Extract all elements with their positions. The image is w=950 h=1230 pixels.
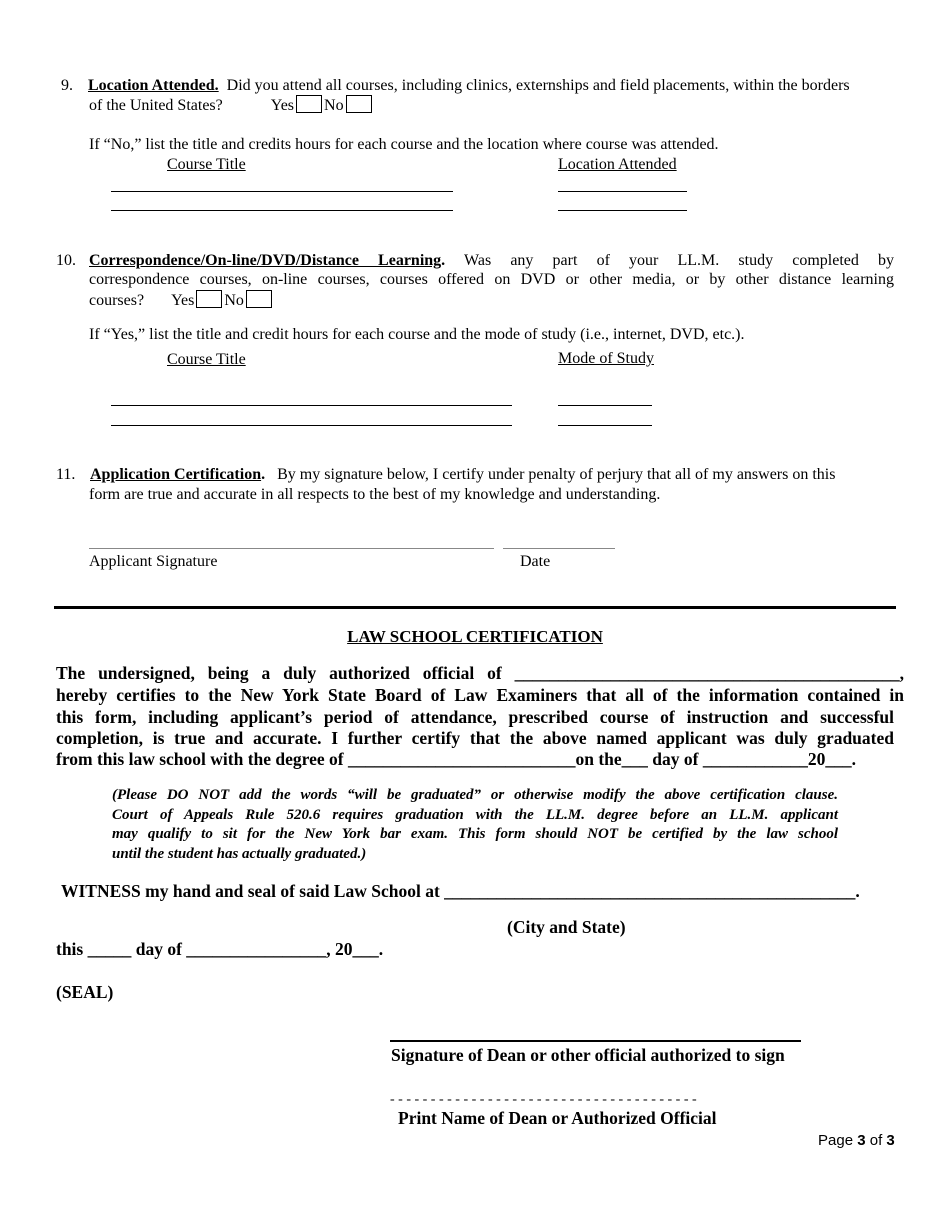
page-footer xyxy=(818,1132,895,1149)
q9-question-line1 xyxy=(88,76,850,95)
note-line-4: until the student has actually graduated.) xyxy=(112,846,367,862)
q9-col-course-title: Course Title xyxy=(167,156,246,173)
q10-yes-checkbox[interactable] xyxy=(196,290,222,308)
q9-col-location: Location Attended xyxy=(558,156,677,173)
q10-course-line-1[interactable] xyxy=(111,405,512,406)
q11-text-line2: form are true and accurate in all respects to the best of my knowledge and understanding. xyxy=(89,486,661,503)
page-total: 3 xyxy=(886,1132,895,1149)
this-day-line: this _____ day of ________________, 20___. xyxy=(56,939,384,959)
q11-text: By my signature below, I certify under penalty of perjury that all of my answers on this xyxy=(277,466,836,483)
q9-number: 9. xyxy=(61,77,73,94)
q10-question-line2: correspondence courses, on-line courses, courses offered on DVD or other media, or by other distance learning xyxy=(89,271,894,288)
q9-yes-checkbox[interactable] xyxy=(296,95,322,113)
note-line-1: (Please DO NOT add the words “will be graduated” or otherwise modify the above certification clause. xyxy=(112,787,838,803)
q10-col-course-title: Course Title xyxy=(167,351,246,368)
q10-number: 10. xyxy=(56,252,76,269)
q10-mode-line-2[interactable] xyxy=(558,425,652,426)
note-line-2: Court of Appeals Rule 520.6 requires graduation with the LL.M. degree before an LL.M. applicant xyxy=(112,807,838,823)
q10-col-mode: Mode of Study xyxy=(558,350,654,367)
cert-line-3: this form, including applicant’s period of attendance, prescribed course of instruction and successful xyxy=(56,707,894,727)
seal-label: (SEAL) xyxy=(56,982,114,1002)
q9-instruction: If “No,” list the title and credits hours for each course and the location where course was attended. xyxy=(89,136,719,153)
witness-line: WITNESS my hand and seal of said Law School at _______________________________________________. xyxy=(61,881,860,901)
q10-heading: Correspondence/On-line/DVD/Distance Learning xyxy=(89,252,442,269)
q9-location-line-1[interactable] xyxy=(558,191,687,192)
q9-question-cont: of the United States? xyxy=(89,97,223,114)
q11-heading-period: . xyxy=(261,466,266,483)
q9-question-line2 xyxy=(89,95,374,115)
dean-signature-line[interactable] xyxy=(390,1040,801,1042)
q10-question-line1 xyxy=(89,251,894,270)
q9-course-line-2[interactable] xyxy=(111,210,453,211)
cert-line-4: completion, is true and accurate. I further certify that the above named applicant was duly graduated xyxy=(56,728,894,748)
q11-number: 11. xyxy=(56,466,76,483)
law-school-certification-title: LAW SCHOOL CERTIFICATION xyxy=(347,627,603,646)
dean-signature-label: Signature of Dean or other official authorized to sign xyxy=(391,1045,785,1065)
q9-question-text: Did you attend all courses, including clinics, externships and field placements, within the borders xyxy=(226,77,850,94)
q10-mode-line-1[interactable] xyxy=(558,405,652,406)
q10-no-label: No xyxy=(224,292,244,309)
page-number: 3 xyxy=(857,1132,866,1149)
print-name-dashes[interactable]: - - - - - - - - - - - - - - - - - - - - - - - - - - - - - - - - - - - - - - xyxy=(390,1092,697,1107)
q10-no-checkbox[interactable] xyxy=(246,290,272,308)
of-word: of xyxy=(869,1132,883,1149)
q10-question-text: Was any part of your LL.M. study completed by xyxy=(464,252,894,269)
print-name-label: Print Name of Dean or Authorized Official xyxy=(398,1108,717,1128)
cert-line-1: The undersigned, being a duly authorized official of ____________________________________________, xyxy=(56,663,904,683)
date-line[interactable] xyxy=(503,548,615,549)
q11-text-line1 xyxy=(90,465,835,484)
q10-question-line3 xyxy=(89,290,274,310)
note-line-3: may qualify to sit for the New York bar exam. This form should NOT be certified by the law school xyxy=(112,826,838,842)
page-word: Page xyxy=(818,1132,854,1149)
applicant-signature-line[interactable] xyxy=(89,548,494,549)
q10-yes-label: Yes xyxy=(171,292,195,309)
applicant-signature-label: Applicant Signature xyxy=(89,553,218,570)
q10-course-line-2[interactable] xyxy=(111,425,512,426)
city-state-label: (City and State) xyxy=(507,917,626,937)
q9-yes-label: Yes xyxy=(270,97,295,114)
q9-location-line-2[interactable] xyxy=(558,210,687,211)
q9-no-label: No xyxy=(324,97,344,114)
q10-question-cont: courses? xyxy=(89,292,145,309)
q9-no-checkbox[interactable] xyxy=(346,95,372,113)
q11-heading: Application Certification xyxy=(90,466,262,483)
q10-heading-period: . xyxy=(441,252,446,269)
q10-instruction: If “Yes,” list the title and credit hours for each course and the mode of study (i.e., internet, DVD, etc.). xyxy=(89,326,745,343)
q9-course-line-1[interactable] xyxy=(111,191,453,192)
cert-line-5: from this law school with the degree of __________________________on the___ day of ____________20___. xyxy=(56,749,856,769)
date-label: Date xyxy=(520,553,551,570)
q9-heading: Location Attended. xyxy=(88,77,219,94)
cert-line-2: hereby certifies to the New York State Board of Law Examiners that all of the information contained in xyxy=(56,685,904,705)
section-divider xyxy=(54,606,896,609)
